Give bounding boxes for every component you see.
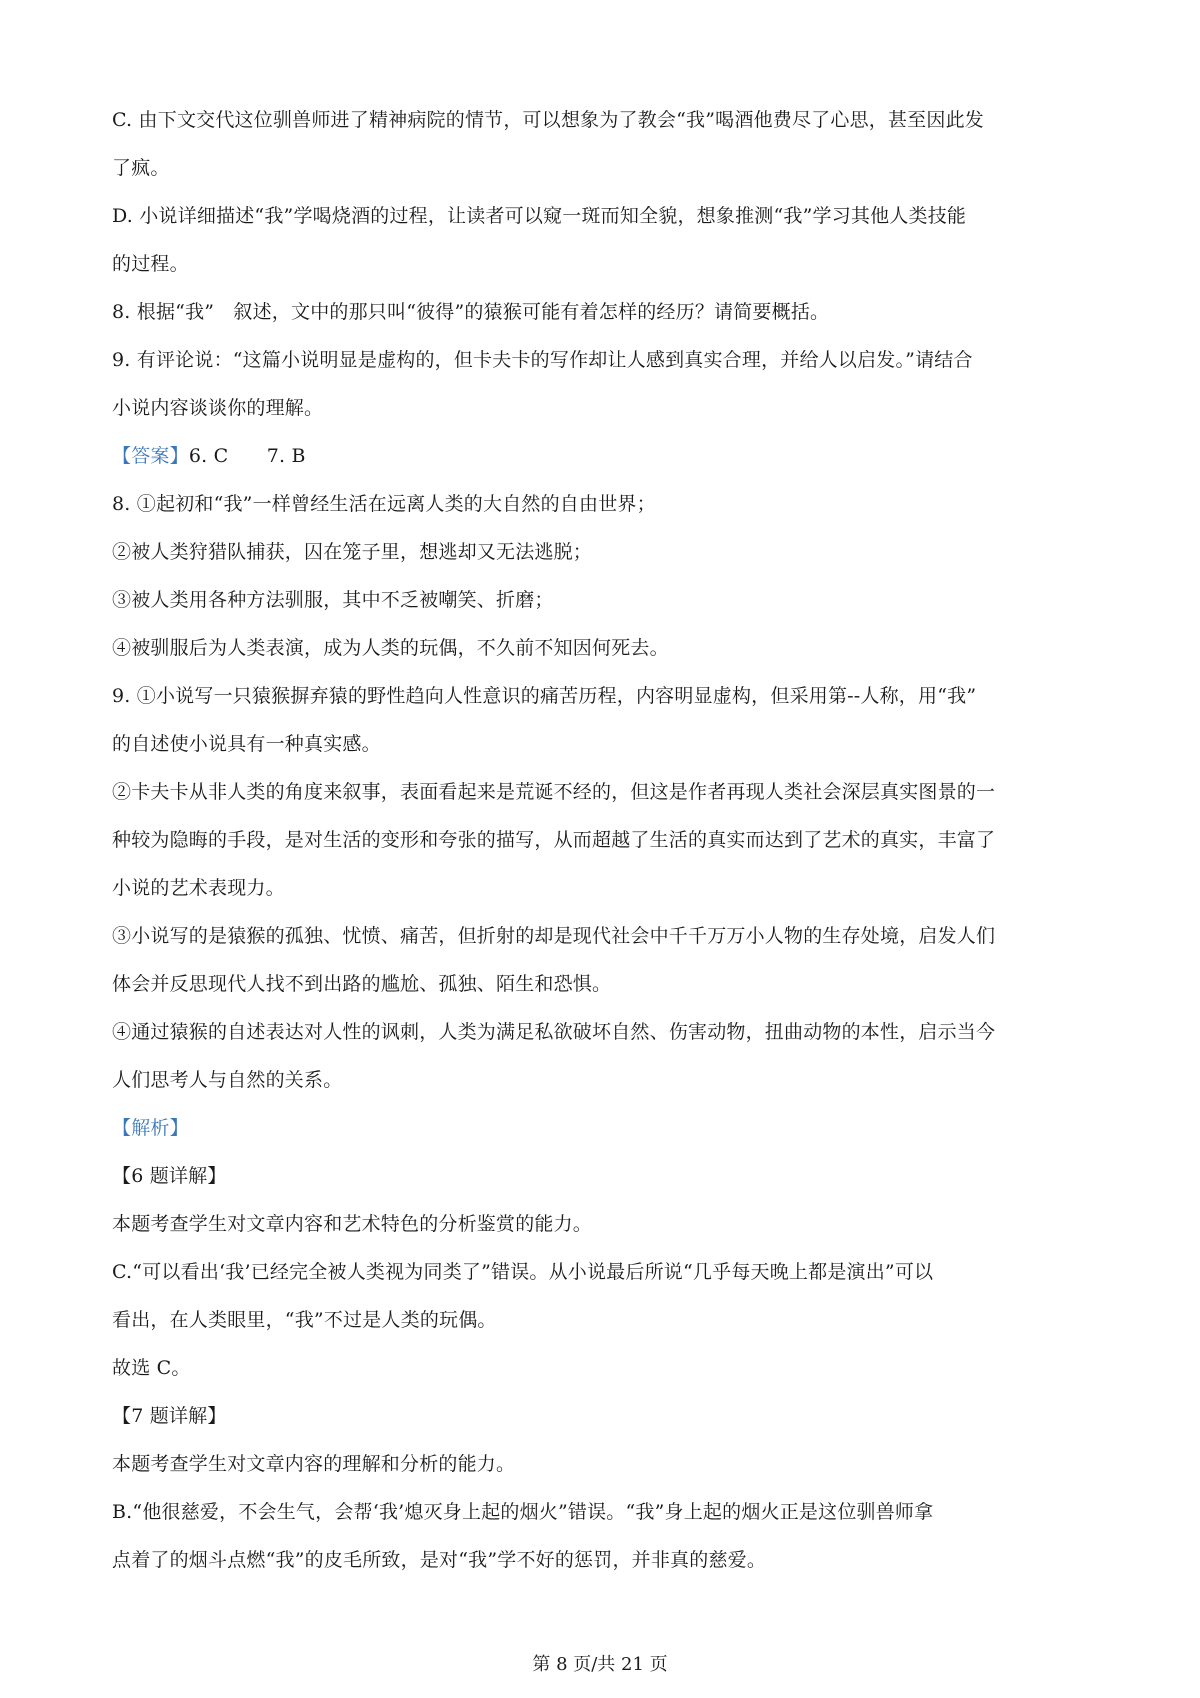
q6-detail-line-2: 看出，在人类眼里，“我”不过是人类的玩偶。 bbox=[112, 1309, 497, 1331]
q7-detail-intro: 本题考查学生对文章内容的理解和分析的能力。 bbox=[112, 1453, 516, 1475]
answer-line bbox=[112, 432, 1102, 480]
q6-detail-heading: 【6 题详解】 bbox=[112, 1165, 227, 1187]
q7-detail-line-2: 点着了的烟斗点燃“我”的皮毛所致，是对“我”学不好的惩罚，并非真的慈爱。 bbox=[112, 1549, 767, 1571]
answer-8-item-3: ③被人类用各种方法驯服，其中不乏被嘲笑、折磨； bbox=[112, 589, 554, 611]
option-c-line-2: 了疯。 bbox=[112, 157, 170, 179]
answer-8-item-1: 8. ①起初和“我”一样曾经生活在远离人类的大自然的自由世界； bbox=[112, 493, 656, 515]
answer-tag: 【答案】 bbox=[112, 445, 189, 467]
q6-detail-line-1: C.“可以看出‘我’已经完全被人类视为同类了”错误。从小说最后所说“几乎每天晚上都是演出”可以 bbox=[112, 1261, 934, 1283]
answer-9-item-4-line-2: 人们思考人与自然的关系。 bbox=[112, 1069, 343, 1091]
answer-8-item-2: ②被人类狩猎队捕获，囚在笼子里，想逃却又无法逃脱； bbox=[112, 541, 593, 563]
q6-conclusion: 故选 C。 bbox=[112, 1357, 191, 1379]
answer-9-item-1-line-2: 的自述使小说具有一种真实感。 bbox=[112, 733, 381, 755]
answer-9-item-2-line-1: ②卡夫卡从非人类的角度来叙事，表面看起来是荒诞不经的，但这是作者再现人类社会深层真实图景的一 bbox=[112, 781, 996, 803]
option-d-line-2: 的过程。 bbox=[112, 253, 189, 275]
answer-9-item-3-line-1: ③小说写的是猿猴的孤独、忧愤、痛苦，但折射的却是现代社会中千千万万小人物的生存处境，启发人们 bbox=[112, 925, 996, 947]
option-d-line-1: D. 小说详细描述“我”学喝烧酒的过程，让读者可以窥一斑而知全貌，想象推测“我”学习其他人类技能 bbox=[112, 205, 967, 227]
option-c-line-1: C. 由下文交代这位驯兽师进了精神病院的情节，可以想象为了教会“我”喝酒他费尽了心思，甚至因此发 bbox=[112, 109, 984, 131]
answer-9-item-2-line-3: 小说的艺术表现力。 bbox=[112, 877, 285, 899]
answer-9-item-1-line-1: 9. ①小说写一只猿猴摒弃猿的野性趋向人性意识的痛苦历程，内容明显虚构，但采用第--人称，用“我” bbox=[112, 685, 977, 707]
analysis-tag: 【解析】 bbox=[112, 1117, 189, 1139]
answer-8-item-4: ④被驯服后为人类表演，成为人类的玩偶，不久前不知因何死去。 bbox=[112, 637, 669, 659]
question-9-line-2: 小说内容谈谈你的理解。 bbox=[112, 397, 324, 419]
answer-9-item-4-line-1: ④通过猿猴的自述表达对人性的讽刺，人类为满足私欲破坏自然、伤害动物，扭曲动物的本性，启示当今 bbox=[112, 1021, 996, 1043]
q7-detail-heading: 【7 题详解】 bbox=[112, 1405, 227, 1427]
answer-9-item-2-line-2: 种较为隐晦的手段，是对生活的变形和夸张的描写，从而超越了生活的真实而达到了艺术的真实，丰富了 bbox=[112, 829, 996, 851]
q6-detail-intro: 本题考查学生对文章内容和艺术特色的分析鉴赏的能力。 bbox=[112, 1213, 593, 1235]
page-content bbox=[112, 96, 1102, 1584]
q7-detail-line-1: B.“他很慈爱，不会生气，会帮‘我’熄灭身上起的烟火”错误。“我”身上起的烟火正是这位驯兽师拿 bbox=[112, 1501, 934, 1523]
answer-9-item-3-line-2: 体会并反思现代人找不到出路的尴尬、孤独、陌生和恐惧。 bbox=[112, 973, 612, 995]
page-footer: 第 8 页/共 21 页 bbox=[532, 1654, 668, 1675]
question-9-line-1: 9. 有评论说：“这篇小说明显是虚构的，但卡夫卡的写作却让人感到真实合理，并给人以启发。”请结合 bbox=[112, 349, 973, 371]
answer-text: 6. C 7. B bbox=[188, 445, 306, 467]
question-8: 8. 根据“我” 叙述，文中的那只叫“彼得”的猿猴可能有着怎样的经历？请简要概括。 bbox=[112, 301, 830, 323]
